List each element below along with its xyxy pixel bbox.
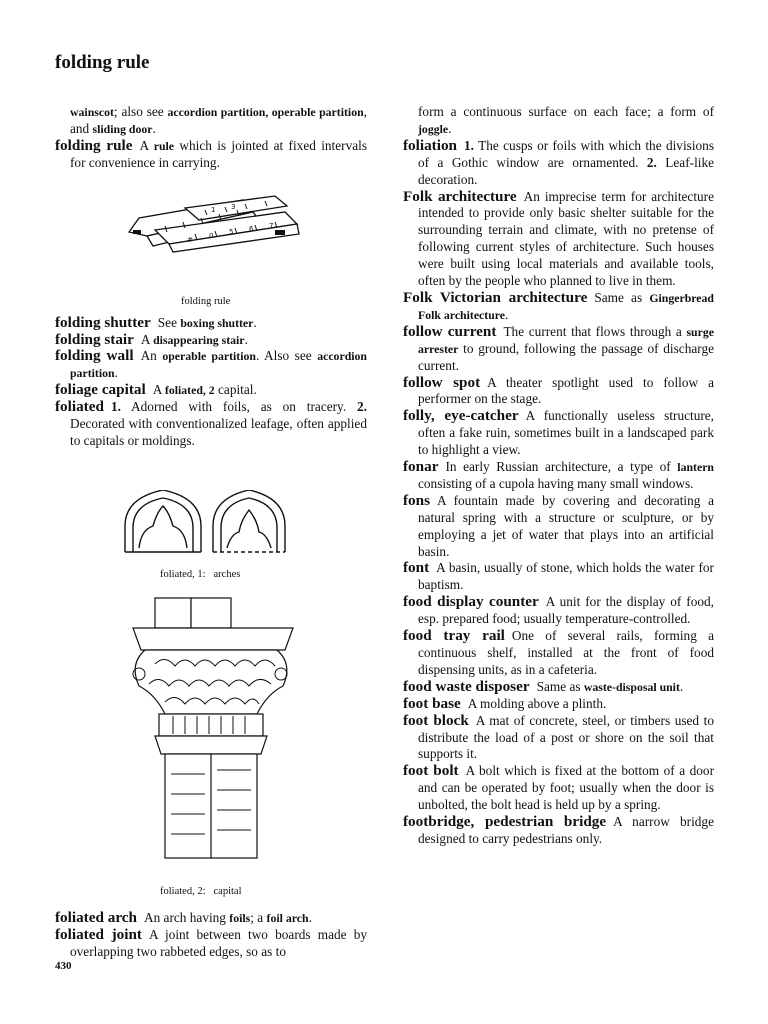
definition-text: A unit for the display of food, esp. prepared food; usually temperature-controlled. — [418, 594, 715, 627]
definition-text: A fountain made by covering and decorating a natural spring with a structure or sculpture, or by employing a jet of water that plays into an artificial basin. — [418, 492, 714, 559]
definition-text: Same as — [594, 289, 650, 305]
headword: folding stair — [55, 330, 134, 348]
definition-text: ; a — [250, 909, 267, 925]
definition-text: The current that flows through a — [503, 323, 687, 339]
caption-label: foliated, 2: — [160, 885, 206, 897]
cross-reference[interactable]: foliated, 2 — [164, 383, 215, 398]
sense-number: 1. — [464, 137, 474, 153]
entry-folk-victorian-architecture — [403, 290, 714, 324]
definition-text: An arch having — [143, 909, 230, 925]
definition-text: An imprecise term for architecture intended to provide only basic shelter suitable for the surrounding terrain and climate, with no pretense of following current styles of architecture. Such houses were built using local materials and available tools, often by the people who planned to live in them. — [418, 188, 714, 289]
cross-reference[interactable]: joggle — [418, 121, 449, 136]
headword: foliated — [55, 398, 104, 416]
headword: foot bolt — [403, 762, 459, 780]
entry-foliage-capital — [55, 382, 367, 399]
headword: foliation — [403, 136, 458, 154]
headword: foliated joint — [55, 925, 142, 943]
entry-foot-bolt — [403, 763, 714, 814]
svg-text:7: 7 — [269, 221, 274, 230]
cross-reference[interactable]: foils — [229, 910, 251, 925]
foliated-arches-illustration — [121, 490, 291, 554]
left-column — [55, 104, 367, 961]
definition-text: A — [152, 382, 165, 398]
entry-folly — [403, 408, 714, 459]
definition-text: A joint between two boards made by overlapping two rabbeted edges, so as to — [70, 926, 367, 959]
definition-text: Decorated with conventionalized leafage, often applied to capitals or moldings. — [70, 416, 367, 448]
definition-text: . Also see — [255, 348, 318, 364]
definition-text: to ground, following the passage of discharge current. — [418, 340, 714, 373]
entry-folding-shutter — [55, 315, 367, 332]
headword: fonar — [403, 458, 439, 476]
figure-foliated-arches — [55, 490, 367, 582]
entry-follow-current — [403, 324, 714, 375]
caption-text: arches — [213, 568, 241, 580]
definition-text: A molding above a plinth. — [467, 695, 607, 711]
headword: food display counter — [403, 593, 539, 611]
entry-fonar — [403, 459, 714, 493]
cross-reference[interactable]: lantern — [677, 460, 714, 475]
definition-text: See — [157, 314, 181, 330]
foliated-capital-illustration — [125, 594, 295, 874]
headword: folding wall — [55, 347, 134, 365]
cross-reference[interactable]: accordion partition, operable partition — [167, 105, 364, 119]
svg-text:5: 5 — [229, 227, 234, 236]
entry-follow-spot — [403, 375, 714, 409]
definition-text: , and — [70, 104, 367, 136]
headword: footbridge, pedestrian bridge — [403, 813, 607, 831]
sense-number: 2. — [646, 154, 657, 170]
cross-reference[interactable]: disappearing stair — [153, 332, 245, 347]
headword: folding rule — [55, 136, 133, 154]
entry-font — [403, 560, 714, 594]
definition-text: A theater spotlight used to follow a performer on the stage. — [418, 374, 714, 407]
headword: foliated arch — [55, 908, 137, 926]
entry-food-display-counter — [403, 594, 714, 628]
entry-foliated-joint — [55, 927, 367, 961]
entry-folk-architecture — [403, 189, 714, 290]
definition-text: A — [139, 137, 154, 153]
entry-folding-stair — [55, 332, 367, 349]
definition-text: A mat of concrete, steel, or timbers used to distribute the load of a post or shore on the soil that supports it. — [418, 712, 714, 762]
entry-footbridge — [403, 814, 714, 848]
entry-food-tray-rail — [403, 628, 714, 679]
headword: foliage capital — [55, 381, 146, 399]
running-head: folding rule — [55, 52, 150, 73]
definition-text: One of several rails, forming a continuous shelf, installed at the front of food dispensing units, as in a cafeteria. — [418, 628, 714, 677]
folding-rule-illustration — [125, 190, 305, 256]
svg-text:#: # — [187, 235, 193, 244]
cross-reference[interactable]: Gingerbread Folk architecture — [418, 290, 714, 322]
headword: Folk architecture — [403, 187, 517, 205]
definition-text: A narrow bridge designed to carry pedestrians only. — [418, 814, 714, 846]
definition-text: A — [140, 331, 154, 347]
figure-caption: folding rule — [181, 295, 231, 307]
definition-text: Adorned with foils, as on tracery. — [120, 399, 358, 415]
headword: follow current — [403, 322, 497, 340]
definition-text: which is jointed at fixed intervals for convenience in carrying. — [70, 137, 367, 170]
definition-text: . — [679, 678, 684, 694]
entry-foliated — [55, 399, 367, 450]
headword: follow spot — [403, 373, 481, 391]
headword: Folk Victorian architecture — [403, 288, 588, 306]
definition-text: An — [140, 348, 163, 364]
figure-caption — [160, 884, 241, 901]
entry-folding-rule — [55, 138, 367, 172]
definition-text: A basin, usually of stone, which holds the water for baptism. — [418, 560, 714, 593]
headword: food tray rail — [403, 627, 505, 645]
entry-continuation-foliated-joint — [403, 104, 714, 138]
cross-reference[interactable]: accordion partition — [70, 349, 367, 381]
cross-reference[interactable]: operable partition — [162, 349, 256, 364]
sense-number: 2. — [357, 399, 367, 415]
definition-text: . — [308, 909, 312, 925]
cross-reference[interactable]: foil arch — [266, 910, 309, 925]
definition-text: form a continuous surface on each face; a form of — [418, 104, 714, 119]
cross-reference[interactable]: surge arrester — [418, 324, 714, 356]
definition-text: . — [448, 120, 452, 136]
definition-text: Same as — [536, 678, 584, 694]
entry-foot-block — [403, 713, 714, 764]
entry-foliated-arch — [55, 910, 367, 927]
definition-text: . — [152, 120, 156, 136]
definition-text: The cusps or foils with which the divisions of a Gothic window are ornamented. — [418, 137, 714, 170]
definition-text: capital. — [214, 382, 257, 398]
cross-reference[interactable]: wainscot — [70, 105, 114, 119]
headword: folly, eye-catcher — [403, 407, 519, 425]
caption-text: capital — [213, 885, 242, 897]
definition-text: Leaf-like decoration. — [418, 154, 715, 187]
definition-text: . — [114, 365, 118, 381]
headword: font — [403, 559, 430, 577]
headword: foot base — [403, 694, 461, 712]
svg-text:3: 3 — [231, 202, 236, 211]
entry-folding-wall — [55, 348, 367, 382]
headword: fons — [403, 491, 431, 509]
definition-text: . — [253, 314, 257, 330]
headword: foot block — [403, 711, 469, 729]
cross-reference[interactable]: rule — [153, 138, 175, 153]
definition-text: In early Russian architecture, a type of — [445, 459, 678, 475]
entry-food-waste-disposer — [403, 679, 714, 696]
cross-reference[interactable]: waste-disposal unit — [583, 679, 680, 694]
entry-foliation — [403, 138, 714, 189]
entry-fons — [403, 493, 714, 561]
svg-text:1: 1 — [211, 205, 216, 214]
cross-reference[interactable]: sliding door — [92, 121, 153, 136]
definition-text: . — [244, 331, 248, 347]
entry-foot-base — [403, 696, 714, 713]
definition-text: ; also see — [113, 104, 168, 119]
headword: folding shutter — [55, 313, 151, 331]
entry-continuation-wainscot — [55, 104, 367, 138]
right-column — [403, 104, 714, 848]
figure-folding-rule — [55, 172, 367, 315]
definition-text: . — [505, 306, 509, 322]
definition-text: A functionally useless structure, often a fake ruin, sometimes built in a landscaped park to highlight a view. — [418, 408, 714, 458]
headword: food waste disposer — [403, 677, 530, 695]
svg-text:6: 6 — [249, 224, 254, 233]
definition-text: A bolt which is fixed at the bottom of a door and can be operated by foot; usually when the door is unbolted, the bolt head is held up by a spring. — [418, 763, 714, 813]
figure-foliated-capital — [55, 582, 367, 910]
cross-reference[interactable]: boxing shutter — [180, 315, 254, 330]
svg-text:0: 0 — [209, 231, 214, 240]
page-number: 430 — [55, 960, 72, 972]
caption-label: foliated, 1: — [160, 568, 206, 580]
definition-text: consisting of a cupola having many small windows. — [418, 475, 694, 491]
sense-number: 1. — [110, 399, 121, 415]
